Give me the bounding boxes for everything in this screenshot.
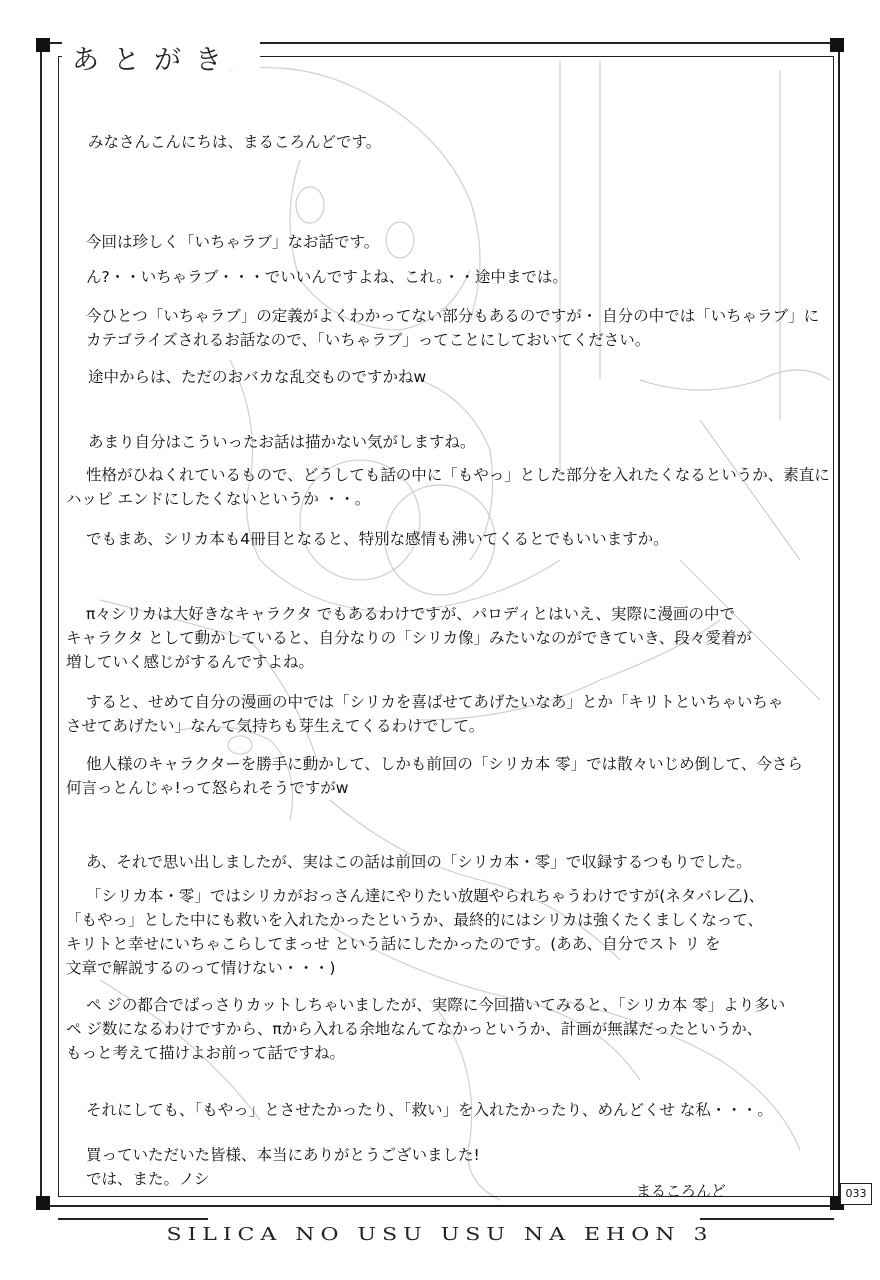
paragraph-line: キリトと幸せにいちゃこらしてまっせ という話にしたかったのです。(ああ、自分でスト リ を bbox=[66, 935, 721, 953]
paragraph-line: ペ ジ数になるわけですから、πから入れる余地なんてなかっというか、計画が無謀だったというか、 bbox=[66, 1020, 763, 1038]
page-number: 033 bbox=[840, 1183, 872, 1205]
paragraph-line: π々シリカは大好きなキャラクタ でもあるわけですが、パロディとはいえ、実際に漫画の中で bbox=[86, 605, 735, 623]
paragraph-line: みなさんこんにちは、まるころんどです。 bbox=[88, 133, 382, 151]
paragraph-line: では、また。ノシ bbox=[86, 1170, 210, 1188]
paragraph-line: 他人様のキャラクターを勝手に動かして、しかも前回の「シリカ本 零」では散々いじめ倒して、今さら bbox=[86, 755, 803, 773]
paragraph-line: 増していく感じがするんですよね。 bbox=[66, 653, 315, 671]
paragraph-line: あまり自分はこういったお話は描かない気がしますね。 bbox=[88, 433, 476, 451]
paragraph-line: あ、それで思い出しましたが、実はこの話は前回の「シリカ本・零」で収録するつもりでした。 bbox=[86, 853, 752, 871]
footer-series-title: SILICA NO USU USU NA EHON 3 bbox=[166, 1224, 714, 1245]
paragraph-line: 「もやっ」とした中にも救いを入れたかったというか、最終的にはシリカは強くたくましくなって、 bbox=[66, 911, 764, 929]
corner-mark bbox=[36, 1196, 50, 1210]
page-title: あとがき bbox=[72, 45, 236, 76]
paragraph-line: させてあげたい」なんて気持ちも芽生えてくるわけでして。 bbox=[66, 717, 485, 735]
paragraph-line: 買っていただいた皆様、本当にありがとうございました! bbox=[86, 1146, 480, 1164]
corner-mark bbox=[830, 38, 844, 52]
paragraph-line: 「シリカ本・零」ではシリカがおっさん達にやりたい放題やられちゃうわけですが(ネタバレ乙)、 bbox=[86, 887, 765, 905]
paragraph-line: もっと考えて描けよお前って話ですね。 bbox=[66, 1044, 346, 1062]
paragraph-line: カテゴライズされるお話なので、「いちゃラブ」ってことにしておいてください。 bbox=[86, 331, 651, 349]
paragraph-line: ペ ジの都合でばっさりカットしちゃいましたが、実際に今回描いてみると、「シリカ本 零」より多い bbox=[86, 996, 786, 1014]
paragraph-line: 今回は珍しく「いちゃラブ」なお話です。 bbox=[86, 233, 380, 251]
paragraph-line: ハッピ エンドにしたくないというか ・・。 bbox=[66, 490, 371, 508]
paragraph-line: 途中からは、ただのおバカな乱交ものですかねw bbox=[88, 368, 427, 386]
footer-rule bbox=[700, 1218, 834, 1220]
paragraph-line: それにしても、「もやっ」とさせたかったり、「救い」を入れたかったり、めんどくせ な私・・・。 bbox=[86, 1101, 773, 1119]
author-signature: まるころんど bbox=[636, 1182, 727, 1200]
corner-mark bbox=[36, 38, 50, 52]
paragraph-line: 今ひとつ「いちゃラブ」の定義がよくわかってない部分もあるのですが・ 自分の中では「いちゃラブ」に bbox=[86, 307, 820, 325]
paragraph-line: でもまあ、シリカ本も4冊目となると、特別な感情も沸いてくるとでもいいますか。 bbox=[86, 530, 669, 548]
footer-rule bbox=[58, 1218, 208, 1220]
paragraph-line: 文章で解説するのって情けない・・・) bbox=[66, 959, 336, 977]
paragraph-line: 何言っとんじゃ!って怒られそうですがw bbox=[66, 779, 349, 797]
paragraph-line: 性格がひねくれているもので、どうしても話の中に「もやっ」とした部分を入れたくなるというか、素直に bbox=[86, 466, 830, 484]
paragraph-line: キャラクタ として動かしていると、自分なりの「シリカ像」みたいなのができていき、段々愛着が bbox=[66, 629, 752, 647]
paragraph-line: すると、せめて自分の漫画の中では「シリカを喜ばせてあげたいなあ」とか「キリトといちゃいちゃ bbox=[86, 693, 784, 711]
paragraph-line: ん?・・いちゃラブ・・・でいいんですよね、これ。・・途中までは。 bbox=[86, 268, 568, 286]
